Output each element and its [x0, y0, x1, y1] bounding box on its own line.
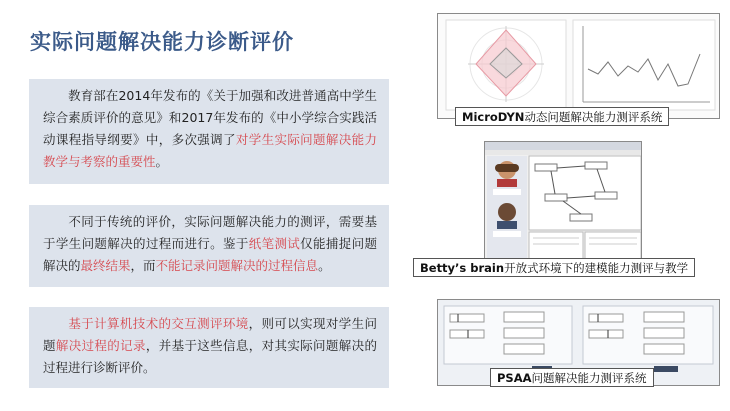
highlight-process-record: 解决过程的记录	[55, 338, 146, 353]
psaa-left-panel	[444, 306, 572, 372]
caption-bettys-brain	[413, 258, 695, 277]
caption-microdyn-rest: 动态问题解决能力测评系统	[524, 110, 663, 124]
policy-highlight: 对学生实际问题解决能力教学与考察的重要性	[43, 132, 377, 169]
traditional-text-4: 。	[318, 258, 331, 273]
traditional-text-1: 不同于传统的评价，实际问题解决能力的测评，需要基于学生问题解决的过程而进行。鉴于	[43, 214, 377, 251]
computer-text-1: ，则可以实现对学生问题	[43, 316, 377, 353]
bettys-brain-image	[485, 142, 642, 261]
text-box-policy	[29, 79, 389, 184]
computer-text-2: ，并基于这些信息，对其实际问题解决的过程进行诊断评价。	[43, 338, 377, 375]
caption-bettys-brain-bold: Betty’s brain	[420, 261, 505, 275]
radar-chart-graphic	[446, 20, 566, 110]
highlight-paper-test: 纸笔测试	[248, 236, 301, 251]
policy-text-end: 。	[155, 154, 169, 169]
caption-bettys-brain-rest: 开放式环境下的建模能力测评与教学	[504, 261, 689, 275]
highlight-final-result: 最终结果	[80, 258, 131, 273]
microdyn-screenshot	[437, 13, 720, 119]
page-title: 实际问题解决能力诊断评价	[30, 30, 294, 54]
microdyn-image	[438, 14, 720, 119]
caption-microdyn	[455, 107, 669, 126]
caption-psaa-bold: PSAA	[497, 371, 532, 385]
bettys-brain-screenshot	[484, 141, 642, 261]
caption-microdyn-bold: MicroDYN	[462, 110, 525, 124]
caption-psaa	[490, 368, 654, 387]
line-chart-graphic	[573, 20, 715, 110]
text-box-computer	[29, 307, 389, 388]
psaa-right-panel	[583, 306, 713, 372]
caption-psaa-rest: 问题解决能力测评系统	[531, 371, 647, 385]
highlight-interactive-env: 基于计算机技术的交互测评环境	[68, 316, 249, 331]
highlight-process-info: 不能记录问题解决的过程信息	[155, 258, 319, 273]
policy-text: 教育部在2014年发布的《关于加强和改进普通高中学生综合素质评价的意见》和2017年发布的《中小学综合实践活动课程指导纲要》中，多次强调了	[43, 88, 377, 147]
text-box-traditional	[29, 205, 389, 287]
traditional-text-2: 仅能捕捉问题解决的	[43, 236, 377, 273]
traditional-text-3: ，而	[130, 258, 156, 273]
